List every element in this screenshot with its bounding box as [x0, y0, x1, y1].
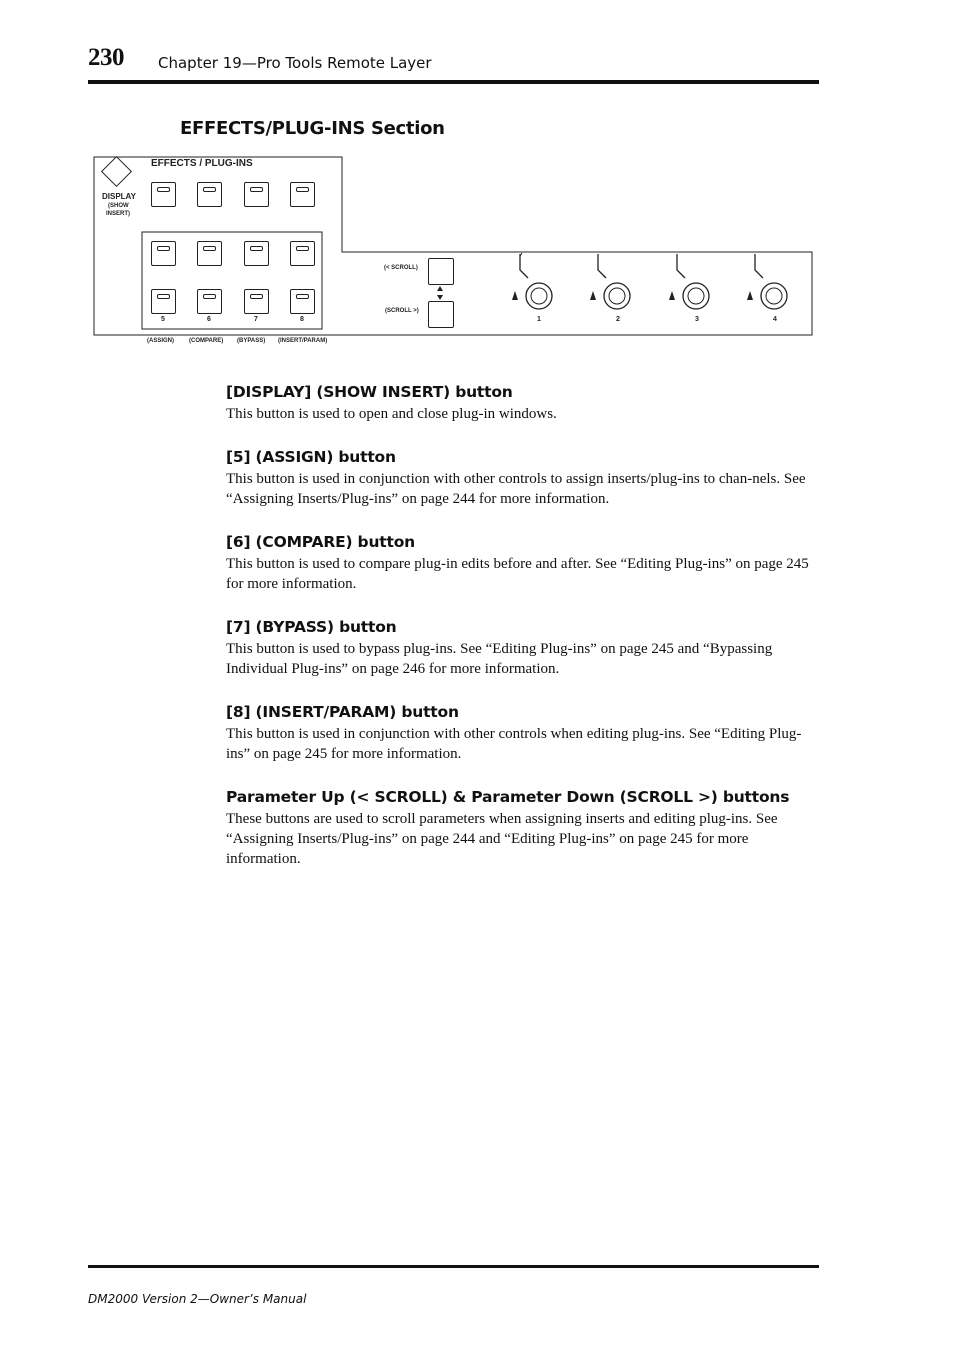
- chapter-title: Chapter 19—Pro Tools Remote Layer: [158, 54, 432, 72]
- item-body-display: This button is used to open and close plug-in windows.: [226, 406, 557, 422]
- knob-number-3: 3: [695, 316, 699, 323]
- item-heading-display: [DISPLAY] (SHOW INSERT) button: [226, 383, 513, 401]
- knob-number-2: 2: [616, 316, 620, 323]
- function-label-bypass: (BYPASS): [237, 338, 266, 344]
- knob-2-icon: [590, 254, 630, 309]
- function-label-compare: (COMPARE): [189, 338, 224, 344]
- item-heading-assign: [5] (ASSIGN) button: [226, 448, 396, 466]
- knob-1-icon: [512, 253, 552, 309]
- item-body-bypass: This button is used to bypass plug-ins. See “Editing Plug-ins” on page 245 and “Bypassing Individual Plug-ins” on page 246 for more information.: [226, 641, 773, 677]
- knob-number-1: 1: [537, 316, 541, 323]
- knob-number-4: 4: [773, 316, 777, 323]
- page-number: 230: [88, 44, 124, 71]
- footer-rule: [88, 1265, 819, 1268]
- item-body-scroll: These buttons are used to scroll parameters when assigning inserts and editing plug-ins. See “Assigning Inserts/Plug-ins” on page 244 and “Editing Plug-ins” on page 245 for more information.: [226, 811, 778, 867]
- effects-plugins-panel-diagram: [93, 155, 815, 344]
- display-label: DISPLAY: [102, 192, 136, 201]
- section-title: EFFECTS/PLUG-INS Section: [180, 118, 445, 139]
- button-number-5: 5: [161, 316, 165, 323]
- item-body-compare: This button is used to compare plug-in edits before and after. See “Editing Plug-ins” on page 245 for more information.: [226, 556, 809, 592]
- item-body-assign: This button is used in conjunction with other controls to assign inserts/plug-ins to chan-nels. See “Assigning Inserts/Plug-ins” on page 244 for more information.: [226, 471, 806, 507]
- button-number-8: 8: [300, 316, 304, 323]
- knob-4-icon: [747, 254, 787, 309]
- display-sub-label-2: INSERT): [106, 211, 130, 217]
- function-label-insert-param: (INSERT/PARAM): [278, 338, 328, 344]
- scroll-down-label: (SCROLL >): [385, 308, 419, 314]
- item-heading-bypass: [7] (BYPASS) button: [226, 618, 397, 636]
- scroll-up-label: (< SCROLL): [384, 265, 418, 271]
- item-heading-scroll: Parameter Up (< SCROLL) & Parameter Down (SCROLL >) buttons: [226, 788, 790, 806]
- header-rule: [88, 80, 819, 84]
- panel-title: EFFECTS / PLUG-INS: [151, 158, 253, 169]
- encoder-knobs: [93, 155, 815, 337]
- item-body-insert-param: This button is used in conjunction with other controls when editing plug-ins. See “Editing Plug-ins” on page 245 for more information.: [226, 726, 802, 762]
- item-heading-insert-param: [8] (INSERT/PARAM) button: [226, 703, 459, 721]
- display-sub-label-1: (SHOW: [108, 203, 129, 209]
- knob-3-icon: [669, 254, 709, 309]
- button-number-7: 7: [254, 316, 258, 323]
- footer-manual-title: DM2000 Version 2—Owner’s Manual: [88, 1292, 307, 1306]
- button-number-6: 6: [207, 316, 211, 323]
- function-label-assign: (ASSIGN): [147, 338, 174, 344]
- item-heading-compare: [6] (COMPARE) button: [226, 533, 415, 551]
